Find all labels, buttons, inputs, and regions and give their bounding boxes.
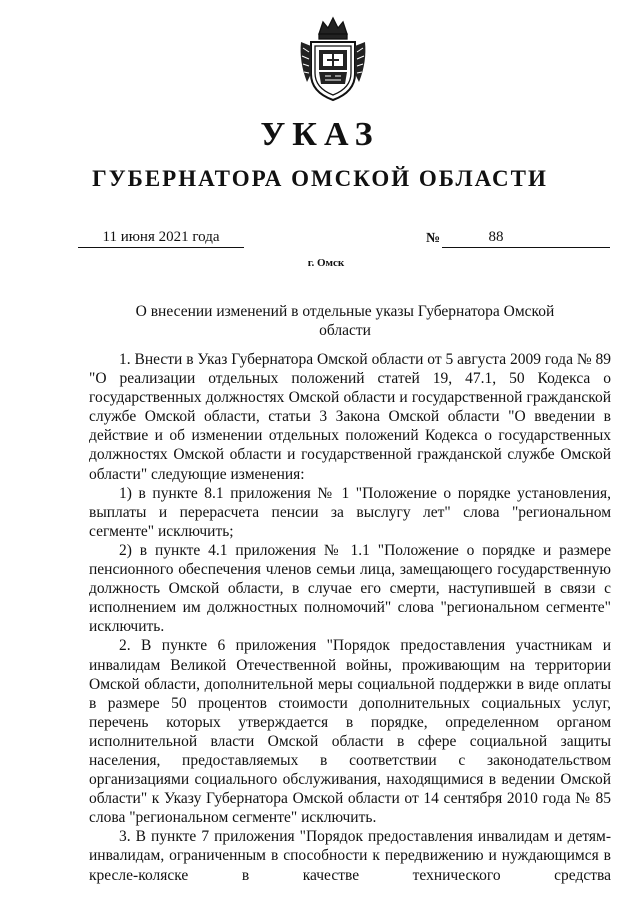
decree-subject: О внесении изменений в отдельные указы Губернатора Омской области	[135, 303, 555, 339]
decree-body	[89, 350, 611, 885]
paragraph-1-1: 1) в пункте 8.1 приложения № 1 "Положение о порядке установления, выплаты и перерасчета пенсии за выслугу лет" слова "региональном сегменте" исключить;	[89, 484, 611, 540]
decree-number-label: №	[426, 231, 441, 246]
paragraph-3: 3. В пункте 7 приложения "Порядок предоставления инвалидам и детям-инвалидам, ограниченным в способности к передвижению и нуждающимся в кресле-коляске в качестве технического средства	[89, 828, 611, 884]
decree-number: 88	[488, 229, 504, 245]
paragraph-2: 2. В пункте 6 приложения "Порядок предоставления участникам и инвалидам Великой Отечественной войны, проживающим на территории Омской области, дополнительной меры социальной поддержки в виде оплаты в размере 50 процентов стоимости дополнительных социальных услуг, перечень которых утверждается в порядке, определенном органом исполнительной власти Омской области в сфере социальной защиты населения, предоставляемых в соответствии с законодательством организациями социального обслуживания, находящимися в ведении Омской области" к Указу Губернатора Омской области от 14 сентября 2010 года № 85 слова "региональном сегменте" исключить.	[89, 637, 611, 827]
paragraph-1-2: 2) в пункте 4.1 приложения № 1.1 "Положение о порядке и размере пенсионного обеспечения членов семьи лица, замещающего государственную должность Омской области, в случае его смерти, наступившей в связи с исполнением им должностных полномочий" слова "региональном сегменте" исключить.	[89, 541, 611, 636]
decree-number-field	[442, 228, 610, 248]
coat-of-arms-icon	[297, 12, 369, 104]
decree-date: 11 июня 2021 года	[78, 228, 244, 248]
paragraph-1: 1. Внести в Указ Губернатора Омской области от 5 августа 2009 года № 89 "О реализации отдельных положений статей 19, 47.1, 50 Кодекса о государственных должностях Омской области и государственной гражданской службе Омской области, статьи 3 Закона Омской области "О введении в действие и об изменении отдельных положений Кодекса о государственных должностях Омской области и государственной гражданской службе Омской области" следующие изменения:	[89, 351, 611, 483]
decree-city: г. Омск	[307, 257, 345, 269]
document-title: УКАЗ	[260, 116, 380, 153]
document-issuer: ГУБЕРНАТОРА ОМСКОЙ ОБЛАСТИ	[92, 166, 548, 191]
